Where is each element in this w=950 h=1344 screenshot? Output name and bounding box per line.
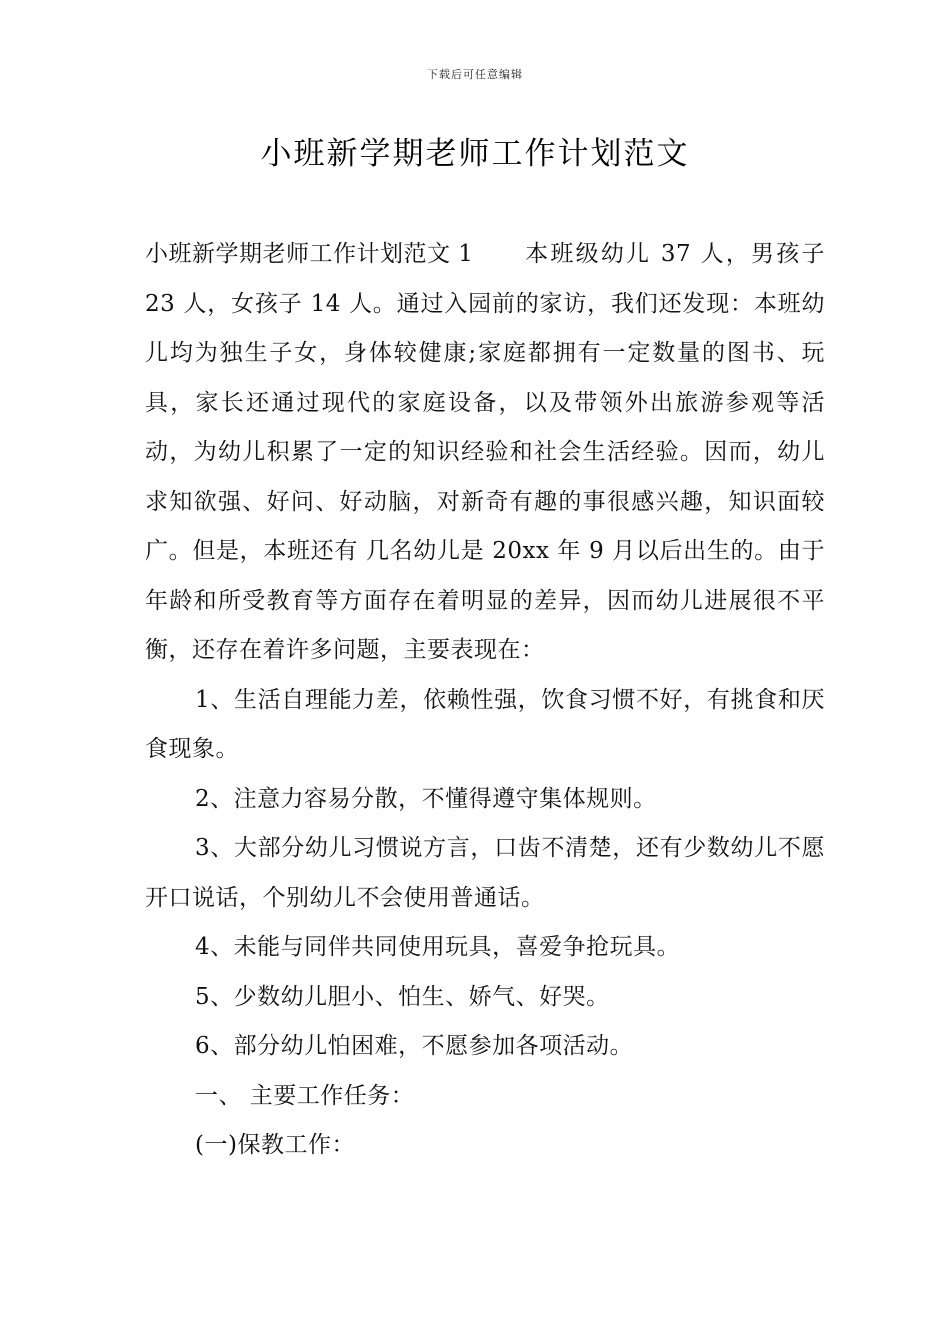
point-item: 6、部分幼儿怕困难，不愿参加各项活动。 (195, 1033, 634, 1059)
point-item: 3、大部分幼儿习惯说方言，口齿不清楚，还有少数幼儿不愿开口说话，个别幼儿不会使用普通话。 (145, 835, 825, 911)
section-heading: 一、 主要工作任务： (195, 1082, 415, 1109)
intro-text: 本班级幼儿 37 人，男孩子 23 人，女孩子 14 人。通过入园前的家访，我们还发现：本班幼儿均为独生子女，身体较健康;家庭都拥有一定数量的图书、玩具，家长还通过现代的家庭设备，以及带领外出旅游参观等活动，为幼儿积累了一定的知识经验和社会生活经验。因而，幼儿求知欲强、好问、好动脑，对新奇有趣的事很感兴趣，知识面较广。但是，本班还有 几名幼儿是 20xx 年 9 月以后出生的。由于年龄和所受教育等方面存在着明显的差异，因而幼儿进展很不平衡，还存在着许多问题，主要表现在： (145, 241, 825, 663)
header-note: 下载后可任意编辑 (427, 68, 523, 81)
point-item: 5、少数幼儿胆小、怕生、娇气、好哭。 (195, 983, 610, 1010)
point-item: 4、未能与同伴共同使用玩具，喜爱争抢玩具。 (195, 934, 681, 960)
document-body (145, 230, 825, 1171)
intro-heading: 小班新学期老师工作计划范文 1 (145, 241, 474, 267)
document-title: 小班新学期老师工作计划范文 (260, 136, 690, 172)
point-item: 2、注意力容易分散，不懂得遵守集体规则。 (195, 785, 657, 812)
intro-paragraph (145, 230, 825, 676)
point-item: 1、生活自理能力差，依赖性强，饮食习惯不好，有挑食和厌食现象。 (145, 686, 825, 762)
subsection-heading: (一)保教工作： (195, 1132, 355, 1158)
